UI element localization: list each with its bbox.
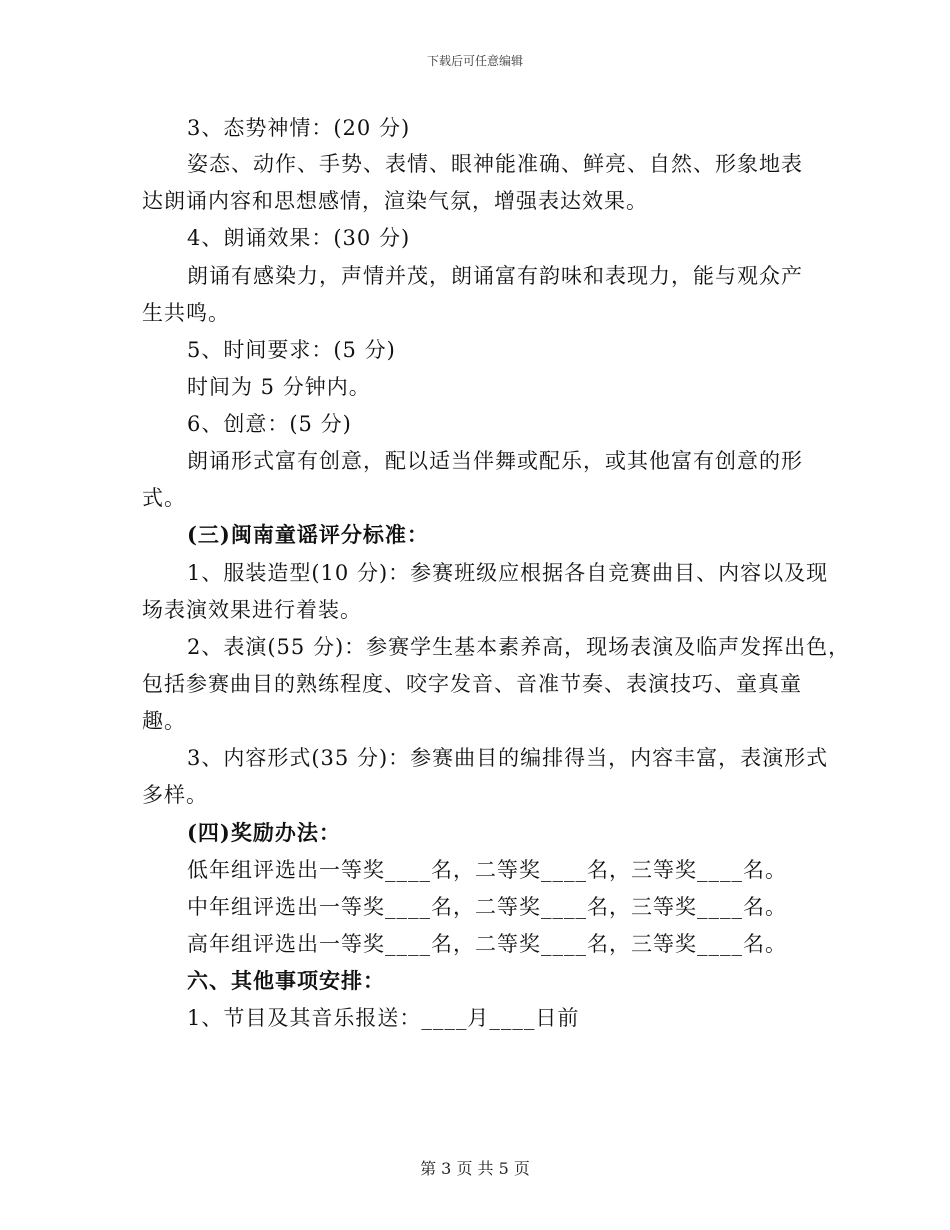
- text-line: 姿态、动作、手势、表情、眼神能准确、鲜亮、自然、形象地表: [187, 152, 803, 176]
- page-footer-number: 第 3 页 共 5 页: [420, 1159, 530, 1178]
- page-header-note: 下载后可任意编辑: [426, 54, 523, 68]
- text-line: 1、节目及其音乐报送：____月____日前: [187, 1006, 580, 1030]
- text-line: 生共鸣。: [142, 301, 230, 325]
- text-line: 5、时间要求：(5 分): [187, 338, 396, 362]
- text-line: 低年组评选出一等奖____名，二等奖____名，三等奖____名。: [187, 858, 787, 882]
- text-line: 朗诵有感染力，声情并茂，朗诵富有韵味和表现力，能与观众产: [187, 264, 803, 288]
- text-line: 场表演效果进行着装。: [142, 598, 362, 622]
- text-line: 趣。: [142, 709, 186, 733]
- section-heading: (三)闽南童谣评分标准：: [187, 522, 429, 547]
- text-line: 3、内容形式(35 分)：参赛曲目的编排得当，内容丰富，表演形式: [187, 746, 829, 770]
- text-line: 包括参赛曲目的熟练程度、咬字发音、音准节奏、表演技巧、童真童: [142, 672, 802, 696]
- text-line: 多样。: [142, 783, 208, 807]
- section-heading: 六、其他事项安排：: [187, 968, 385, 993]
- text-line: 达朗诵内容和思想感情，渲染气氛，增强表达效果。: [142, 189, 648, 213]
- text-line: 1、服装造型(10 分)：参赛班级应根据各自竞赛曲目、内容以及现: [187, 561, 829, 585]
- text-line: 3、态势神情：(20 分): [187, 116, 411, 140]
- text-line: 时间为 5 分钟内。: [187, 375, 371, 399]
- text-line: 朗诵形式富有创意，配以适当伴舞或配乐，或其他富有创意的形: [187, 449, 803, 473]
- text-line: 4、朗诵效果：(30 分): [187, 226, 411, 250]
- text-line: 式。: [142, 486, 186, 510]
- text-line: 2、表演(55 分)：参赛学生基本素养高，现场表演及临声发挥出色，: [187, 635, 851, 659]
- text-line: 中年组评选出一等奖____名，二等奖____名，三等奖____名。: [187, 895, 787, 919]
- text-line: 6、创意：(5 分): [187, 412, 352, 436]
- section-heading: (四)奖励办法：: [187, 820, 341, 845]
- text-line: 高年组评选出一等奖____名，二等奖____名，三等奖____名。: [187, 932, 787, 956]
